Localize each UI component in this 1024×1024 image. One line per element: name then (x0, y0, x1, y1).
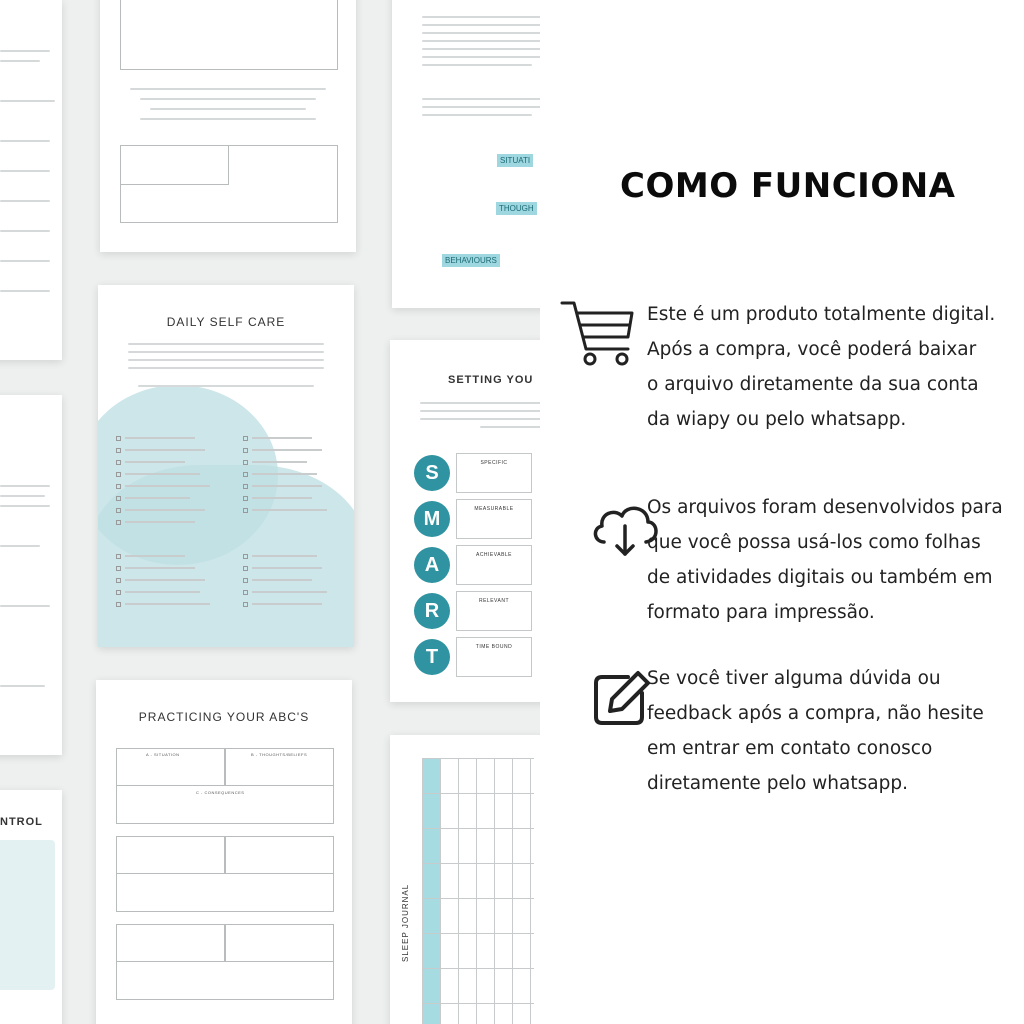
sleep-journal-title: SLEEP JOURNAL (401, 883, 410, 962)
daily-self-care-title: DAILY SELF CARE (166, 315, 286, 329)
worksheet-partial-left-top (0, 0, 62, 360)
worksheet-cbt-intro (392, 0, 552, 308)
feature-digital-product (560, 297, 1020, 447)
smart-letter-m: M (414, 501, 450, 537)
feature-file-formats (560, 490, 1020, 640)
smart-box-measurable: MEASURABLE (456, 499, 532, 539)
feature-file-formats-text: Os arquivos foram desenvolvidos para que você possa usá-los como folhas de atividades digitais ou também em formato para impressão. (647, 497, 1003, 623)
smart-letter-a: A (414, 547, 450, 583)
cbt-situation-tag: SITUATI (497, 154, 533, 167)
control-teal-panel (0, 840, 55, 990)
feature-support-text: Se você tiver alguma dúvida ou feedback após a compra, não hesite em entrar em contato conosco diretamente pelo whatsapp. (647, 668, 984, 794)
shopping-cart-icon (560, 297, 640, 377)
worksheet-abc-top (100, 0, 356, 252)
cbt-behaviours-tag: BEHAVIOURS (442, 254, 500, 267)
panel-title: COMO FUNCIONA (620, 166, 956, 206)
worksheet-daily-self-care (98, 285, 354, 647)
smart-box-specific: SPECIFIC (456, 453, 532, 493)
smart-box-achievable: ACHIEVABLE (456, 545, 532, 585)
smart-letter-s: S (414, 455, 450, 491)
smart-box-time-bound: TIME BOUND (456, 637, 532, 677)
worksheet-partial-left-middle (0, 395, 62, 755)
control-title: NTROL (0, 816, 43, 828)
practicing-abc-title: PRACTICING YOUR ABC'S (138, 710, 310, 724)
abc-consequences-label: C - CONSEQUENCES (196, 790, 245, 795)
worksheet-partial-control (0, 790, 62, 1024)
worksheet-practicing-abc (96, 680, 352, 1024)
setting-you-title: SETTING YOU (448, 374, 534, 386)
worksheet-smart-goals (390, 340, 555, 702)
smart-letter-r: R (414, 593, 450, 629)
cbt-thoughts-tag: THOUGH (496, 202, 537, 215)
info-panel (540, 0, 1024, 1024)
abc-situation-label: A - SITUATION (146, 752, 180, 757)
feature-digital-product-text: Este é um produto totalmente digital. Após a compra, você poderá baixar o arquivo diretamente da sua conta da wiapy ou pelo whatsapp. (647, 304, 996, 430)
smart-letter-t: T (414, 639, 450, 675)
smart-box-relevant: RELEVANT (456, 591, 532, 631)
feature-support (560, 661, 1020, 811)
abc-thoughts-label: B - THOUGHTS/BELIEFS (251, 752, 308, 757)
